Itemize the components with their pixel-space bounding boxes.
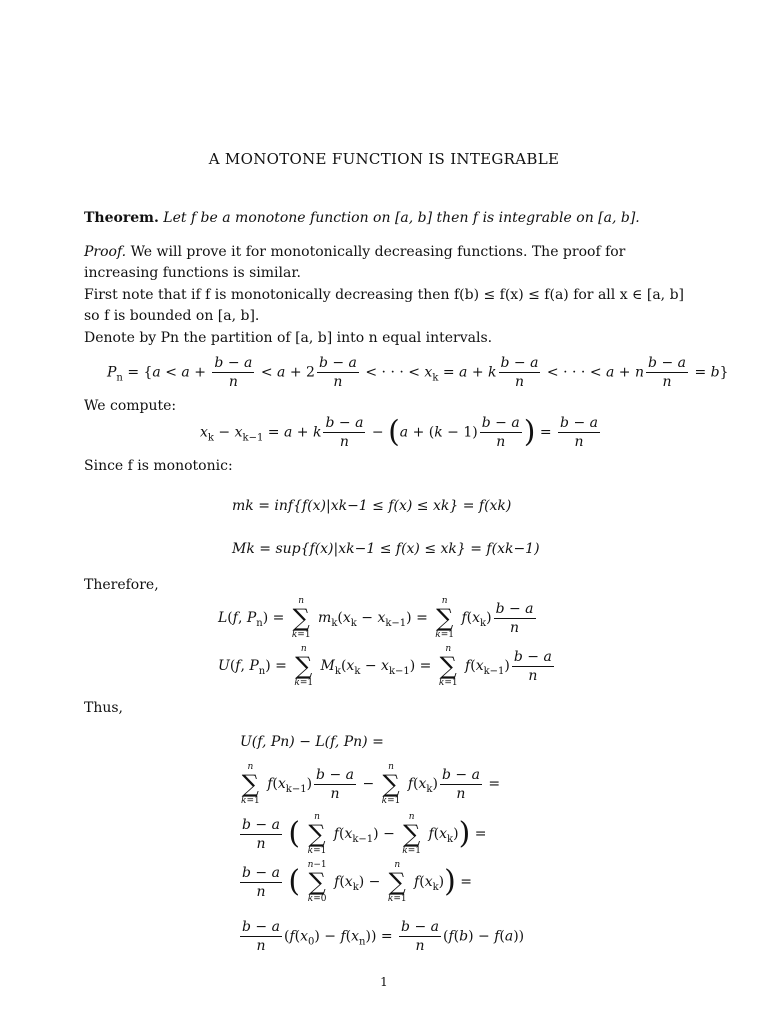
first-note: First note that if f is monotonically decreasing then f(b) ≤ f(x) ≤ f(a) for all x ∈ [a, b] so f is bounded on [a, b]. (84, 287, 684, 324)
difference-step-4: $\frac{b - a}{n}$ $(f(x_0) - f(x_n))$ = $\frac{b - a}{n}$ (f(b) − f(a)) (242, 919, 525, 954)
partition-equation: $P_n = \{a < a$ + $\frac{b - a}{n}$ < a + 2 $\frac{b - a}{n}$ < · · · < $x_k = a + k$ $\frac{b - a}{n}$ < · · · < a + n $\frac{b - a}{n}$ = b} (107, 355, 729, 390)
difference-equation: $x_k - x_{k-1} = a + k$ $\frac{b - a}{n}$ − (a + (k − 1) $\frac{b - a}{n}$ ) = $\frac{b - a}{n}$ (200, 414, 599, 450)
page-number: 1 (380, 975, 388, 989)
difference-step-1: n ∑ k=1 $f(x_{k-1})$ $\frac{b - a}{n}$ − n ∑ k=1 $f(x_k)$ $\frac{b - a}{n}$ = (241, 762, 501, 806)
proof-label: Proof. (84, 244, 127, 260)
page-title: A MONOTONE FUNCTION IS INTEGRABLE (208, 150, 560, 168)
thus: Thus, (84, 700, 124, 716)
theorem-label: Theorem. (84, 210, 159, 226)
we-compute: We compute: (84, 398, 177, 414)
theorem-text: Let f be a monotone function on [a, b] then f is integrable on [a, b]. (163, 210, 640, 226)
difference-step-3: $\frac{b - a}{n}$ ( n−1 ∑ k=0 $f(x_k)$ − n ∑ k=1 $f(x_k)$) = (242, 860, 473, 904)
difference-step-2: $\frac{b - a}{n}$ ( n ∑ k=1 $f(x_{k-1})$ − n ∑ k=1 $f(x_k)$) = (242, 812, 487, 856)
lower-sum-equation: L(f, $P_n$) = n ∑ k=1 $m_k(x_k - x_{k-1})$ = n ∑ k=1 $f(x_k)$ $\frac{b - a}{n}$ (218, 596, 534, 640)
Mk-equation: Mk = sup{f(x)|xk−1 ≤ f(x) ≤ xk} = f(xk−1) (232, 541, 540, 557)
denote-line: Denote by Pn the partition of [a, b] into n equal intervals. (84, 330, 493, 346)
upper-sum-equation: U(f, $P_n$) = n ∑ k=1 $M_k(x_k - x_{k-1})$ = n ∑ k=1 $f(x_{k-1})$ $\frac{b - a}{n}$ (218, 644, 552, 688)
upper-minus-lower: U(f, Pn) − L(f, Pn) = (240, 734, 384, 750)
proof-intro-text: We will prove it for monotonically decreasing functions. The proof for increasing functions is similar. (84, 244, 626, 281)
therefore: Therefore, (84, 577, 159, 593)
since-monotonic: Since f is monotonic: (84, 458, 233, 474)
theorem (84, 208, 684, 229)
mk-equation: mk = inf{f(x)|xk−1 ≤ f(x) ≤ xk} = f(xk) (232, 498, 512, 514)
proof-intro (84, 242, 684, 284)
